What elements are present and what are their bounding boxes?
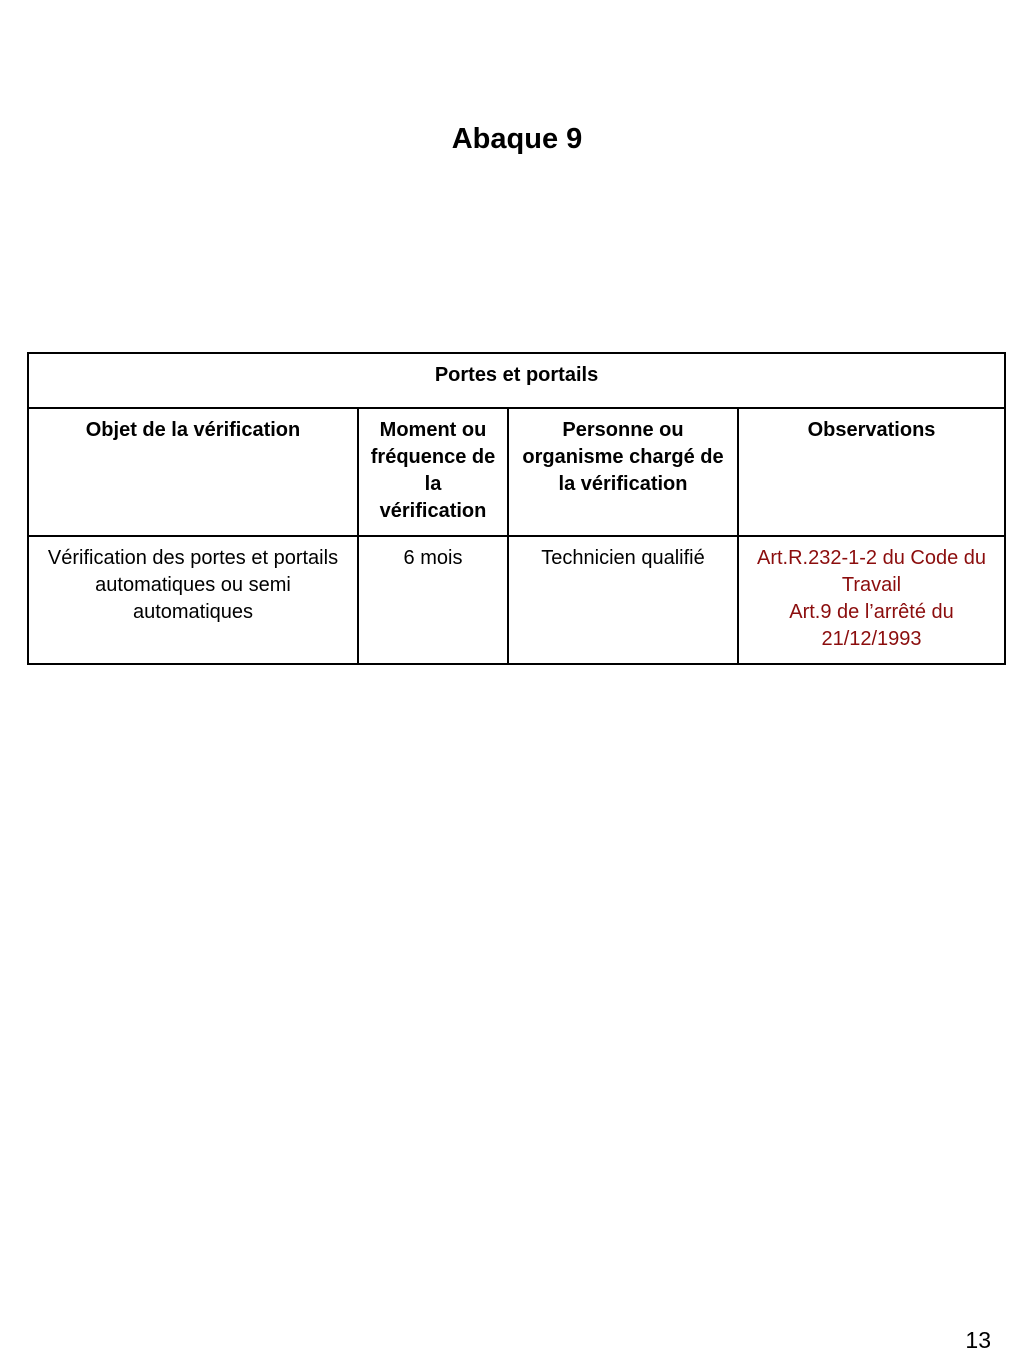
cell-observations: [738, 536, 1005, 664]
section-title: Portes et portails: [28, 353, 1005, 408]
header-moment: Moment ou fréquence de la vérification: [358, 408, 508, 536]
observation-line: Art.R.232-1-2 du Code du Travail: [756, 547, 987, 596]
cell-moment: 6 mois: [358, 536, 508, 664]
table-header-row: [28, 408, 1005, 536]
page-title: Abaque 9: [451, 123, 583, 155]
table-row: [28, 536, 1005, 664]
page-number: 13: [965, 1327, 991, 1353]
cell-personne: Technicien qualifié: [508, 536, 738, 664]
table-section-row: [28, 353, 1005, 408]
header-objet: Objet de la vérification: [28, 408, 358, 536]
verification-table: [27, 352, 1006, 665]
header-observations: Observations: [738, 408, 1005, 536]
observation-line: Art.9 de l’arrêté du 21/12/1993: [789, 601, 954, 650]
header-personne: Personne ou organisme chargé de la vérification: [508, 408, 738, 536]
cell-objet: Vérification des portes et portails automatiques ou semi automatiques: [28, 536, 358, 664]
